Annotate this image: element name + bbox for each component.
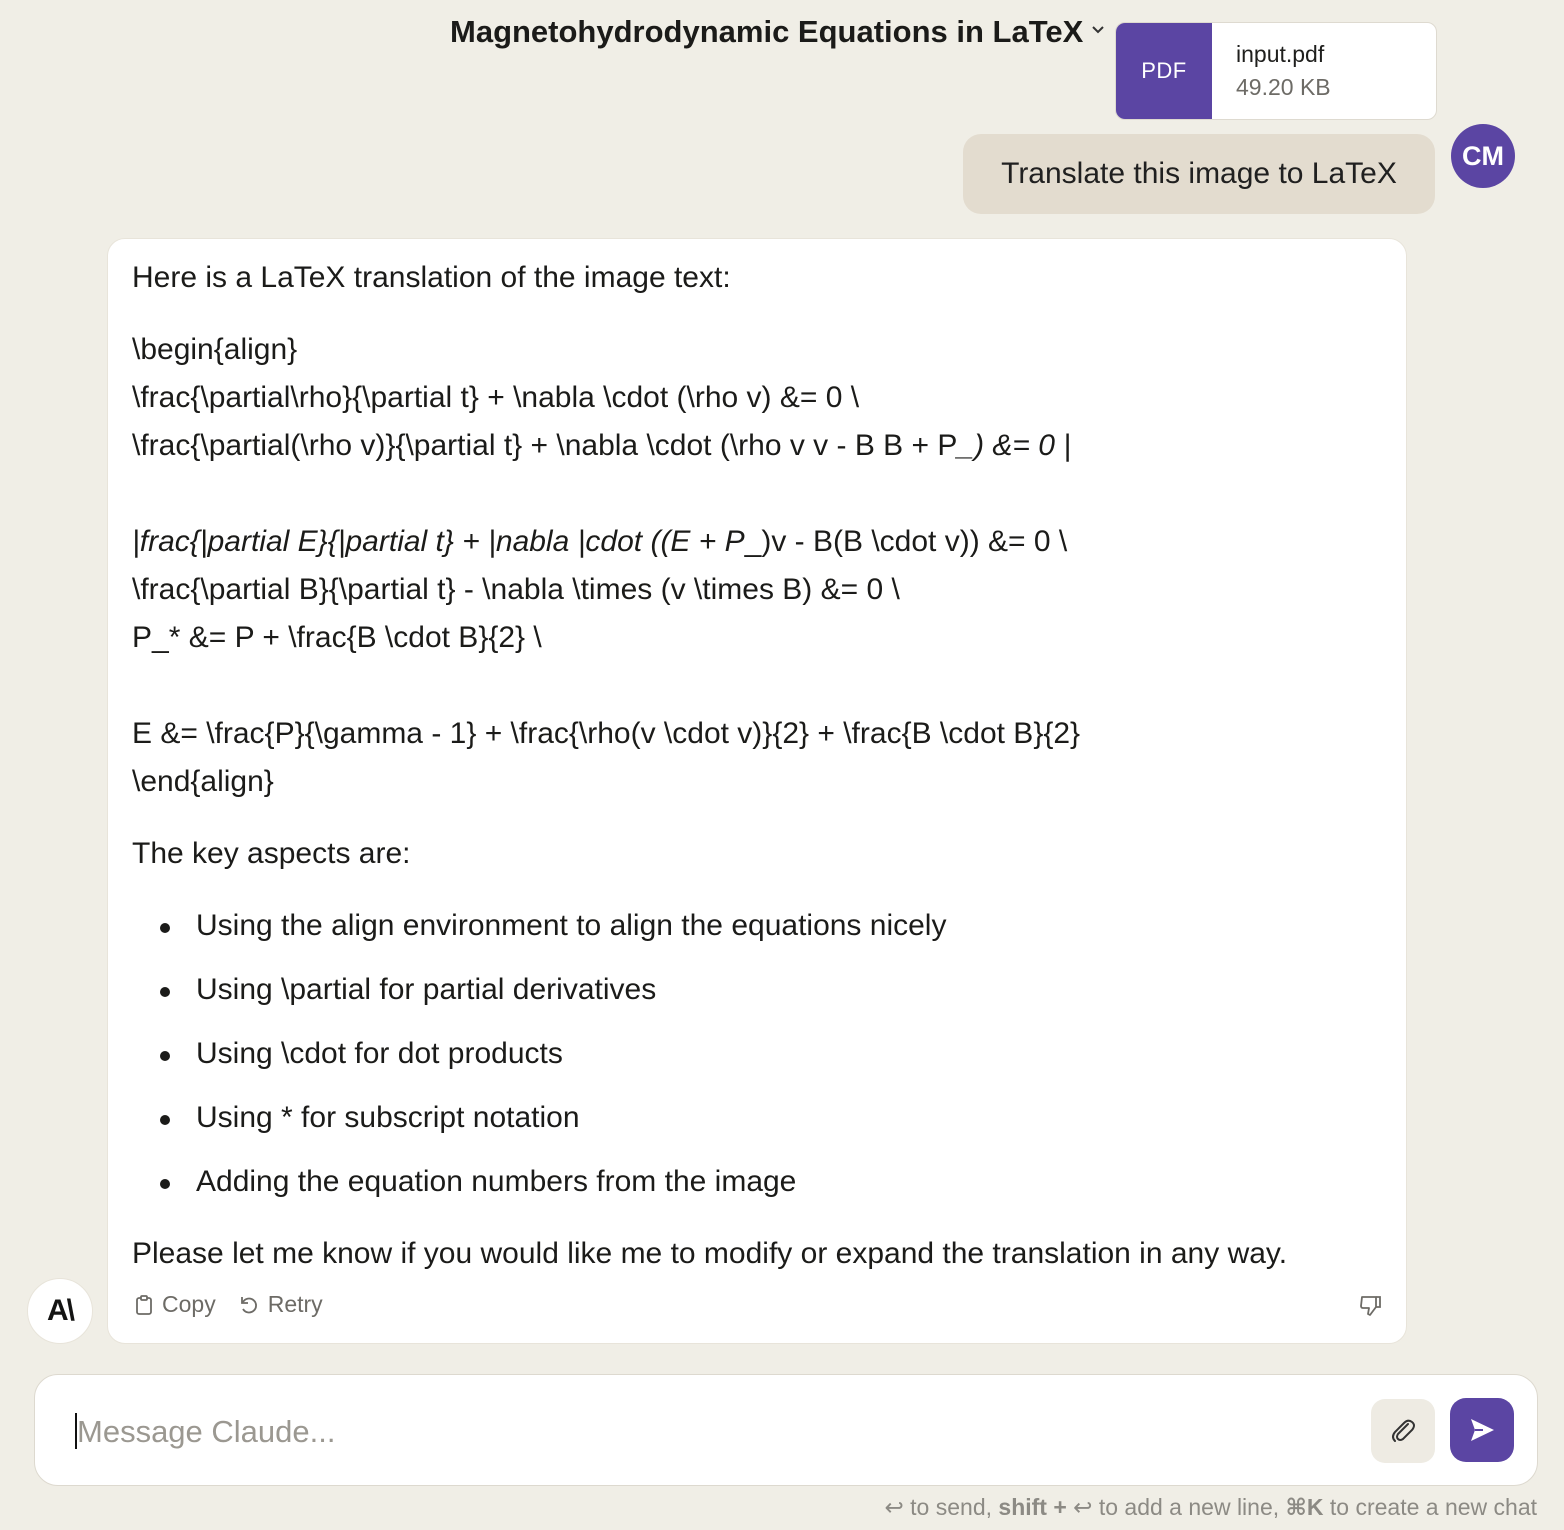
message-actions [134, 1291, 323, 1318]
code-segment-italic: |frac{|partial E}{|partial t} + |nabla |cdot ((E + P [132, 525, 745, 558]
attachment-meta [1212, 23, 1331, 119]
list-item: Using the align environment to align the equations nicely [196, 909, 947, 942]
code-line: \frac{\partial B}{\partial t} - \nabla \times (v \times B) &= 0 \ [132, 573, 900, 606]
attachment-size: 49.20 KB [1236, 74, 1331, 100]
enter-icon: ↩ [1073, 1494, 1093, 1520]
copy-button[interactable] [134, 1291, 216, 1318]
claude-logo: A\ [27, 1278, 93, 1344]
code-segment: \frac{\partial(\rho v)}{\partial t} + \nabla \cdot (\rho v v - B B + P [132, 429, 958, 462]
assistant-intro: Here is a LaTeX translation of the image text: [132, 261, 731, 294]
keyboard-hint [885, 1494, 1538, 1521]
retry-icon [238, 1294, 260, 1316]
hint-text: to add a new line, [1092, 1494, 1286, 1520]
bullet [160, 1179, 170, 1189]
message-input[interactable] [75, 1411, 1359, 1453]
code-line: E &= \frac{P}{\gamma - 1} + \frac{\rho(v \cdot v)}{2} + \frac{B \cdot B}{2} [132, 717, 1081, 750]
code-line: \end{align} [132, 765, 274, 798]
send-button[interactable] [1450, 1398, 1514, 1462]
list-item: Using \partial for partial derivatives [196, 973, 657, 1006]
message-composer [34, 1374, 1538, 1486]
hint-text: to create a new chat [1323, 1494, 1537, 1520]
user-avatar[interactable]: CM [1451, 124, 1515, 188]
hint-text: to send, [903, 1494, 999, 1520]
copy-label: Copy [162, 1291, 216, 1317]
code-line: \begin{align} [132, 333, 298, 366]
retry-label: Retry [267, 1291, 323, 1317]
hint-key: shift + [998, 1494, 1067, 1520]
code-line: \frac{\partial\rho}{\partial t} + \nabla \cdot (\rho v) &= 0 \ [132, 381, 860, 414]
code-line [132, 525, 1067, 559]
bullet [160, 1115, 170, 1125]
bullet [160, 1051, 170, 1061]
chevron-down-icon [1091, 25, 1105, 35]
text-caret [75, 1413, 77, 1449]
assistant-closing: Please let me know if you would like me to modify or expand the translation in any way. [132, 1237, 1288, 1270]
attachment-filename: input.pdf [1236, 41, 1325, 67]
aspects-heading: The key aspects are: [132, 837, 411, 870]
page-title: Magnetohydrodynamic Equations in LaTeX [450, 14, 1084, 49]
chat-title-button[interactable] [450, 14, 1105, 50]
attachment-card[interactable] [1115, 22, 1437, 120]
assistant-message [107, 238, 1407, 1344]
attach-button[interactable] [1371, 1399, 1435, 1463]
paperclip-icon [1388, 1416, 1418, 1446]
code-line: P_* &= P + \frac{B \cdot B}{2} \ [132, 621, 542, 654]
send-icon [1467, 1415, 1497, 1445]
bullet [160, 923, 170, 933]
retry-button[interactable] [238, 1291, 323, 1318]
user-message: Translate this image to LaTeX [963, 134, 1435, 214]
code-line [132, 429, 1071, 463]
clipboard-icon [134, 1294, 154, 1316]
enter-icon: ↩ [884, 1494, 904, 1520]
thumbs-down-icon[interactable] [1358, 1293, 1384, 1319]
hint-key: ⌘K [1285, 1494, 1324, 1520]
bullet [160, 987, 170, 997]
list-item: Using * for subscript notation [196, 1101, 580, 1134]
code-segment-italic: _) &= 0 | [957, 429, 1072, 462]
code-segment: _)v - B(B \cdot v)) &= 0 \ [744, 525, 1068, 558]
list-item: Adding the equation numbers from the image [196, 1165, 797, 1198]
file-type-badge: PDF [1116, 23, 1212, 119]
list-item: Using \cdot for dot products [196, 1037, 563, 1070]
